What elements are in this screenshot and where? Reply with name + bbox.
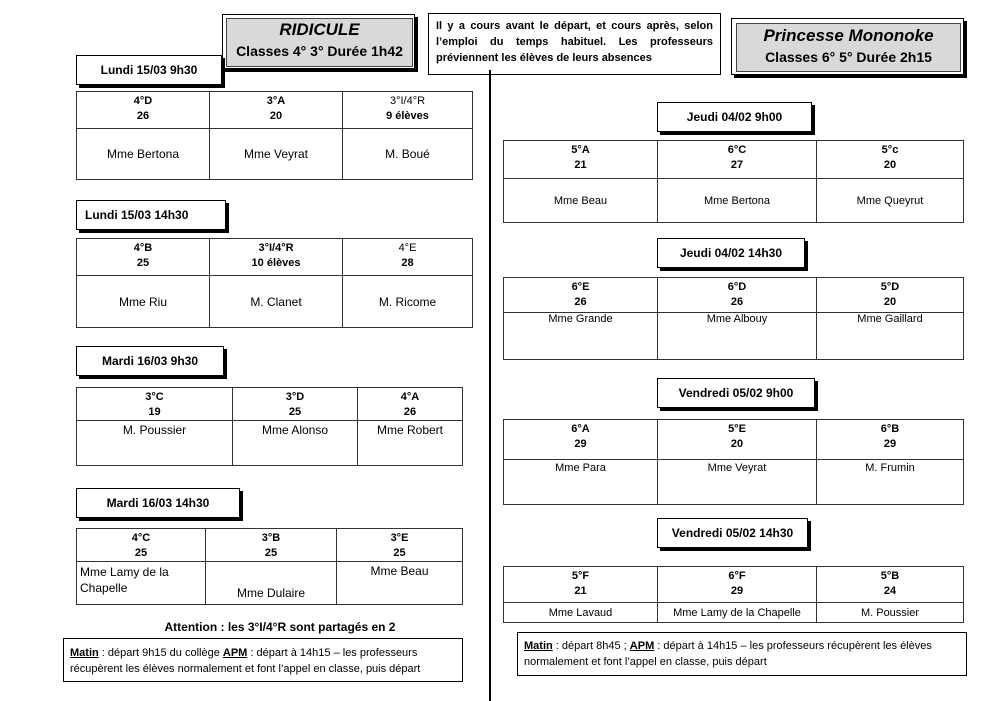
session-label: Mardi 16/03 9h30 bbox=[76, 346, 224, 376]
teacher-cell: M. Boué bbox=[343, 129, 473, 180]
mononoke-title: Princesse Mononoke bbox=[763, 26, 934, 45]
class-cell: 4°E 28 bbox=[343, 239, 473, 276]
column-divider bbox=[489, 70, 491, 701]
class-cell: 5°B 24 bbox=[817, 567, 964, 603]
class-cell: 5°F 21 bbox=[504, 567, 658, 603]
teacher-cell: Mme Riu bbox=[77, 276, 210, 328]
mononoke-subtitle: Classes 6° 5° Durée 2h15 bbox=[765, 49, 932, 65]
teacher-cell: Mme Veyrat bbox=[210, 129, 343, 180]
teacher-cell: Mme Grande bbox=[504, 313, 658, 360]
session-label: Mardi 16/03 14h30 bbox=[76, 488, 240, 518]
class-cell: 3°E 25 bbox=[337, 529, 463, 562]
ridicule-title: RIDICULE bbox=[279, 20, 360, 39]
teacher-cell: Mme Queyrut bbox=[817, 179, 964, 223]
class-cell: 3°I/4°R 9 élèves bbox=[343, 92, 473, 129]
class-cell: 6°A 29 bbox=[504, 420, 658, 460]
teacher-cell: Mme Gaillard bbox=[817, 313, 964, 360]
teacher-cell: Mme Lavaud bbox=[504, 603, 658, 623]
teacher-cell: Mme Alonso bbox=[233, 421, 358, 466]
teacher-cell: Mme Dulaire bbox=[206, 562, 337, 605]
teacher-cell: Mme Beau bbox=[337, 562, 463, 605]
attention-text: Attention : les 3°I/4°R sont partagés en 2 bbox=[164, 620, 396, 634]
session-table bbox=[76, 238, 473, 328]
class-cell: 4°A 26 bbox=[358, 388, 463, 421]
session-table bbox=[76, 528, 463, 605]
session-table bbox=[76, 91, 473, 180]
session-table bbox=[503, 566, 964, 623]
class-cell: 5°A 21 bbox=[504, 141, 658, 179]
session-label: Vendredi 05/02 9h00 bbox=[657, 378, 815, 408]
class-cell: 5°D 20 bbox=[817, 278, 964, 313]
right-note: Matin : départ 8h45 ; APM : départ à 14h15 – les professeurs récupèrent les élèves normalement et font l’appel en classe, puis départ bbox=[517, 632, 967, 676]
session-label: Lundi 15/03 14h30 bbox=[76, 200, 226, 230]
class-cell: 3°I/4°R 10 élèves bbox=[210, 239, 343, 276]
teacher-cell: Mme Beau bbox=[504, 179, 658, 223]
teacher-cell: Mme Bertona bbox=[77, 129, 210, 180]
teacher-cell: Mme Lamy de la Chapelle bbox=[77, 562, 206, 605]
class-cell: 4°B 25 bbox=[77, 239, 210, 276]
class-cell: 4°C 25 bbox=[77, 529, 206, 562]
teacher-cell: Mme Robert bbox=[358, 421, 463, 466]
class-cell: 6°D 26 bbox=[658, 278, 817, 313]
ridicule-subtitle: Classes 4° 3° Durée 1h42 bbox=[236, 43, 403, 59]
teacher-cell: M. Clanet bbox=[210, 276, 343, 328]
session-label: Jeudi 04/02 9h00 bbox=[657, 102, 812, 132]
session-label: Vendredi 05/02 14h30 bbox=[657, 518, 808, 548]
teacher-cell: Mme Bertona bbox=[658, 179, 817, 223]
teacher-cell: Mme Lamy de la Chapelle bbox=[658, 603, 817, 623]
teacher-cell: M. Poussier bbox=[77, 421, 233, 466]
teacher-cell: M. Frumin bbox=[817, 460, 964, 505]
class-cell: 6°E 26 bbox=[504, 278, 658, 313]
session-table bbox=[503, 277, 964, 360]
class-cell: 3°D 25 bbox=[233, 388, 358, 421]
class-cell: 5°E 20 bbox=[658, 420, 817, 460]
class-cell: 4°D 26 bbox=[77, 92, 210, 129]
class-cell: 3°C 19 bbox=[77, 388, 233, 421]
teacher-cell: Mme Albouy bbox=[658, 313, 817, 360]
left-note: Matin : départ 9h15 du collège APM : départ à 14h15 – les professeurs récupèrent les élèves normalement et font l’appel en classe, puis départ bbox=[63, 638, 463, 682]
class-cell: 6°C 27 bbox=[658, 141, 817, 179]
class-cell: 3°A 20 bbox=[210, 92, 343, 129]
teacher-cell: M. Ricome bbox=[343, 276, 473, 328]
class-cell: 5°c 20 bbox=[817, 141, 964, 179]
notice-text: Il y a cours avant le départ, et cours après, selon l’emploi du temps habituel. Les professeurs préviennent les élèves de leurs absences bbox=[436, 20, 713, 64]
notice-box bbox=[428, 13, 721, 75]
class-cell: 6°B 29 bbox=[817, 420, 964, 460]
mononoke-header bbox=[731, 18, 964, 75]
session-table bbox=[503, 140, 964, 223]
teacher-cell: M. Poussier bbox=[817, 603, 964, 623]
session-label: Jeudi 04/02 14h30 bbox=[657, 238, 805, 268]
session-table bbox=[76, 387, 463, 466]
teacher-cell: Mme Veyrat bbox=[658, 460, 817, 505]
class-cell: 6°F 29 bbox=[658, 567, 817, 603]
class-cell: 3°B 25 bbox=[206, 529, 337, 562]
ridicule-header bbox=[222, 14, 415, 69]
session-label: Lundi 15/03 9h30 bbox=[76, 55, 222, 85]
session-table bbox=[503, 419, 964, 505]
teacher-cell: Mme Para bbox=[504, 460, 658, 505]
